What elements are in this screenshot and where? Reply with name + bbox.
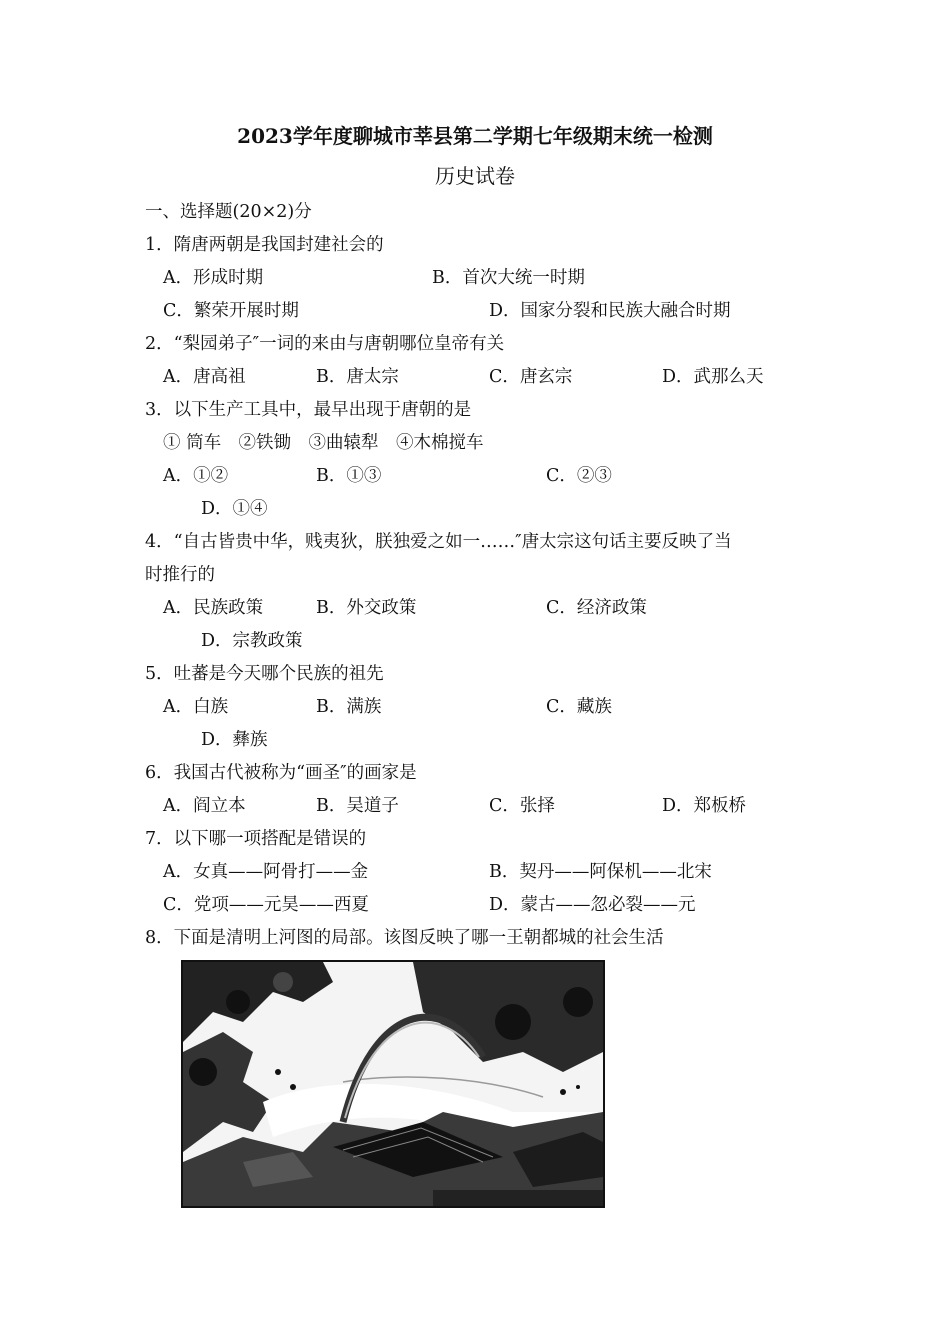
question-3-option-c: C．②③ <box>546 466 612 486</box>
question-4-option-a: A．民族政策 <box>163 598 264 618</box>
question-2-option-a: A．唐高祖 <box>163 367 246 387</box>
question-1-option-d: D．国家分裂和民族大融合时期 <box>489 301 731 321</box>
exam-subtitle: 历史试卷 <box>435 164 515 188</box>
section-heading: 一、选择题(20×2)分 <box>145 202 312 222</box>
question-5-option-b: B．满族 <box>316 697 382 717</box>
question-3-items: ① 筒车 ②铁锄 ③曲辕犁 ④木棉搅车 <box>163 433 484 453</box>
question-1-option-a: A．形成时期 <box>163 268 264 288</box>
question-7-option-b: B．契丹——阿保机——北宋 <box>489 862 712 882</box>
question-5-stem: 5．吐蕃是今天哪个民族的祖先 <box>145 664 384 684</box>
question-4-option-b: B．外交政策 <box>316 598 417 618</box>
question-2-option-d: D．武那么天 <box>662 367 764 387</box>
question-5-option-c: C．藏族 <box>546 697 612 717</box>
question-2-stem: 2．“梨园弟子″一词的来由与唐朝哪位皇帝有关 <box>145 334 505 354</box>
question-7-stem: 7．以下哪一项搭配是错误的 <box>145 829 367 849</box>
question-1-option-c: C．繁荣开展时期 <box>163 301 299 321</box>
question-6-option-b: B．吴道子 <box>316 796 399 816</box>
question-7-option-c: C．党项——元昊——西夏 <box>163 895 369 915</box>
question-1-stem: 1．隋唐两朝是我国封建社会的 <box>145 235 384 255</box>
question-6-option-a: A．阎立本 <box>163 796 246 816</box>
question-7-option-a: A．女真——阿骨打——金 <box>163 862 369 882</box>
question-8-stem: 8．下面是清明上河图的局部。该图反映了哪一王朝都城的社会生活 <box>145 928 664 948</box>
question-6-stem: 6．我国古代被称为“画圣″的画家是 <box>145 763 417 783</box>
question-4-stem: 4．“自古皆贵中华，贱夷狄，朕独爱之如一……″唐太宗这句话主要反映了当 <box>145 532 732 552</box>
exam-title: 2023学年度聊城市莘县第二学期七年级期末统一检测 <box>237 124 713 148</box>
question-5-option-a: A．白族 <box>163 697 229 717</box>
question-3-option-a: A．①② <box>163 466 229 486</box>
question-2-option-c: C．唐玄宗 <box>489 367 573 387</box>
question-3-option-d: D．①④ <box>201 499 268 519</box>
question-3-option-b: B．①③ <box>316 466 382 486</box>
question-4-option-d: D．宗教政策 <box>201 631 303 651</box>
question-3-stem: 3．以下生产工具中，最早出现于唐朝的是 <box>145 400 472 420</box>
question-4-stem-continued: 时推行的 <box>145 565 215 585</box>
question-4-option-c: C．经济政策 <box>546 598 647 618</box>
qingming-painting-image <box>181 960 605 1208</box>
question-6-option-c: C．张择 <box>489 796 555 816</box>
question-1-option-b: B．首次大统一时期 <box>432 268 585 288</box>
question-2-option-b: B．唐太宗 <box>316 367 399 387</box>
question-6-option-d: D．郑板桥 <box>662 796 747 816</box>
question-7-option-d: D．蒙古——忽必裂——元 <box>489 895 696 915</box>
question-5-option-d: D．彝族 <box>201 730 268 750</box>
